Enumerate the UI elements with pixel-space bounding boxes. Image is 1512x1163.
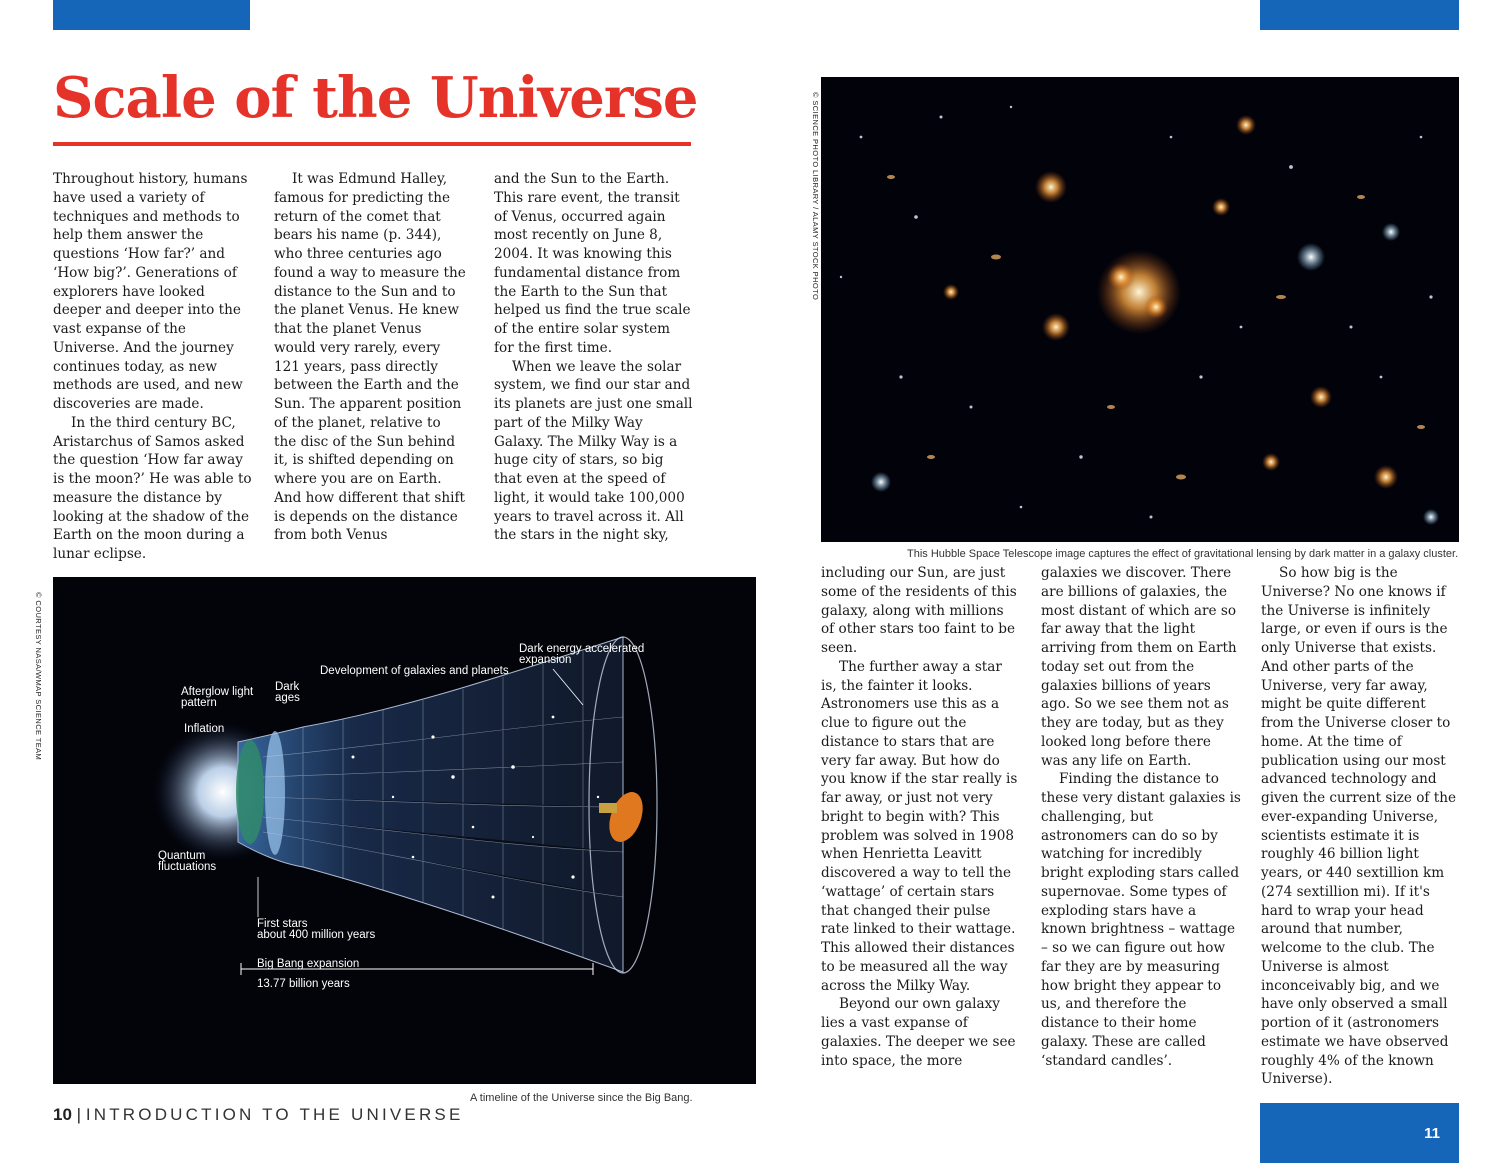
paragraph: When we leave the solar system, we find our star and its planets are just one small part of the Milky Way Galaxy. The Milky Way is a huge city of stars, so big that even at the speed of light, it would take 100,000 years to travel across it. All the stars in the night sky,: [494, 358, 693, 544]
quantum-label: fluctuations: [158, 861, 217, 873]
galaxy-cluster-photo: [821, 77, 1459, 542]
paragraph: Finding the distance to these very distant galaxies is challenging, but astronomers can do so by watching for incredibly bright exploding stars called supernovae. Some types of exploding stars have a known brightness – wattage – so we can figure out how far they are by measuring how bright they appear to us, and therefore the distance to their home galaxy. These are called ‘standard candles’.: [1041, 771, 1241, 1069]
galaxy-cluster-image: [821, 77, 1459, 542]
right-column-2: [1041, 564, 1241, 1070]
dark-ages-label: ages: [275, 692, 300, 704]
afterglow-label: pattern: [181, 697, 217, 709]
universe-timeline-diagram: [53, 577, 756, 1084]
right-column-1: [821, 564, 1021, 1070]
top-right-tab: [1260, 0, 1459, 30]
timeline-illustration: [53, 577, 756, 1084]
photo-credit: © SCIENCE PHOTO LIBRARY / ALAMY STOCK PHOTO: [811, 92, 820, 301]
diagram-credit: © COURTESY NASA/WMAP SCIENCE TEAM: [34, 592, 43, 761]
paragraph: and the Sun to the Earth. This rare event, the transit of Venus, occurred again most recently on June 8, 2004. It was knowing this fundamental distance from the Earth to the Sun that helped us find the true scale of the entire solar system for the first time.: [494, 171, 691, 356]
paragraph: The further away a star is, the fainter it looks. Astronomers use this as a clue to figure out the distance to stars that are very far away. But how do you know if the star really is far away, or just not very bright to begin with? This problem was solved in 1908 when Henrietta Leavitt discovered a way to tell the ‘wattage’ of certain stars that changed their pulse rate linked to their wattage. This allowed their distances to be measured all the way across the Milky Way.: [821, 658, 1018, 994]
paragraph: including our Sun, are just some of the residents of this galaxy, along with millions of other stars too faint to be seen.: [821, 565, 1017, 656]
paragraph: So how big is the Universe? No one knows if the Universe is infinitely large, or even if ours is the only Universe that exists. And other parts of the Universe, very far away, might be quite different from the Universe closer to home. At the time of publication using our most advanced technology and given the current size of the ever-expanding Universe, scientists estimate it is roughly 46 billion light years, or 440 sextillion km (274 sextillion mi). If it's hard to wrap your head around that number, welcome to the club. The Universe is almost inconceivably big, and we have only observed a small portion of it (astronomers estimate we have observed roughly 4% of the known Universe).: [1261, 565, 1457, 1088]
afterglow-disc: [236, 740, 264, 844]
big-bang-label: Big Bang expansion: [257, 958, 360, 970]
page-number: 10: [53, 1105, 72, 1124]
photo-caption: This Hubble Space Telescope image captures the effect of gravitational lensing by dark matter in a galaxy cluster.: [907, 548, 1459, 560]
page-title: Scale of the Universe: [53, 65, 698, 131]
dark-energy-label: Dark energy accelerated: [519, 643, 645, 655]
duration-label: 13.77 billion years: [257, 978, 350, 990]
paragraph: Beyond our own galaxy lies a vast expanse of galaxies. The deeper we see into space, the more: [821, 996, 1016, 1069]
left-column-1: [53, 170, 253, 564]
diagram-caption: A timeline of the Universe since the Big Bang.: [470, 1092, 693, 1104]
dark-ages-label: Dark: [275, 681, 300, 693]
paragraph: galaxies we discover. There are billions of galaxies, the most distant of which are so far away that the light arriving from them on Earth today set out from the galaxies billions of years ago. So we see them not as they are today, but as they looked long before there was any life on Earth.: [1041, 565, 1237, 769]
left-column-2: [274, 170, 466, 545]
development-label: Development of galaxies and planets: [320, 665, 509, 677]
paragraph: It was Edmund Halley, famous for predicting the return of the comet that bears his name (p. 344), who three centuries ago found a way to measure the distance to the Sun and to the planet Venus. He knew that the planet Venus would very rarely, every 121 years, pass directly between the Earth and the Sun. The apparent position of the planet, relative to the disc of the Sun behind it, is shifted depending on where you are on Earth. And how different that shift is depends on the distance from both Venus: [274, 171, 466, 544]
right-page-number: 11: [1260, 1103, 1459, 1163]
first-stars-label: First stars: [257, 918, 308, 930]
dark-energy-label: expansion: [519, 654, 572, 666]
paragraph: Throughout history, humans have used a variety of techniques and methods to help them answer the questions ‘How far?’ and ‘How big?’. Generations of explorers have looked deeper and deeper into the vast expanse of the Universe. And the journey continues today, as new methods are used, and new discoveries are made.: [53, 171, 248, 412]
left-column-3: [494, 170, 694, 545]
footer-separator: |: [76, 1105, 82, 1124]
right-column-3: [1261, 564, 1459, 1089]
paragraph: In the third century BC, Aristarchus of Samos asked the question ‘How far away is the moon?’ He was able to measure the distance by looking at the shadow of the Earth on the moon during a lunar eclipse.: [53, 414, 252, 562]
inflation-label: Inflation: [184, 723, 225, 735]
first-stars-label: about 400 million years: [257, 929, 376, 941]
afterglow-label: Afterglow light: [181, 686, 254, 698]
left-footer: [53, 1105, 464, 1125]
quantum-label: Quantum: [158, 850, 206, 862]
title-rule: [53, 142, 691, 146]
top-left-tab: [53, 0, 250, 30]
section-title: INTRODUCTION TO THE UNIVERSE: [85, 1105, 464, 1124]
